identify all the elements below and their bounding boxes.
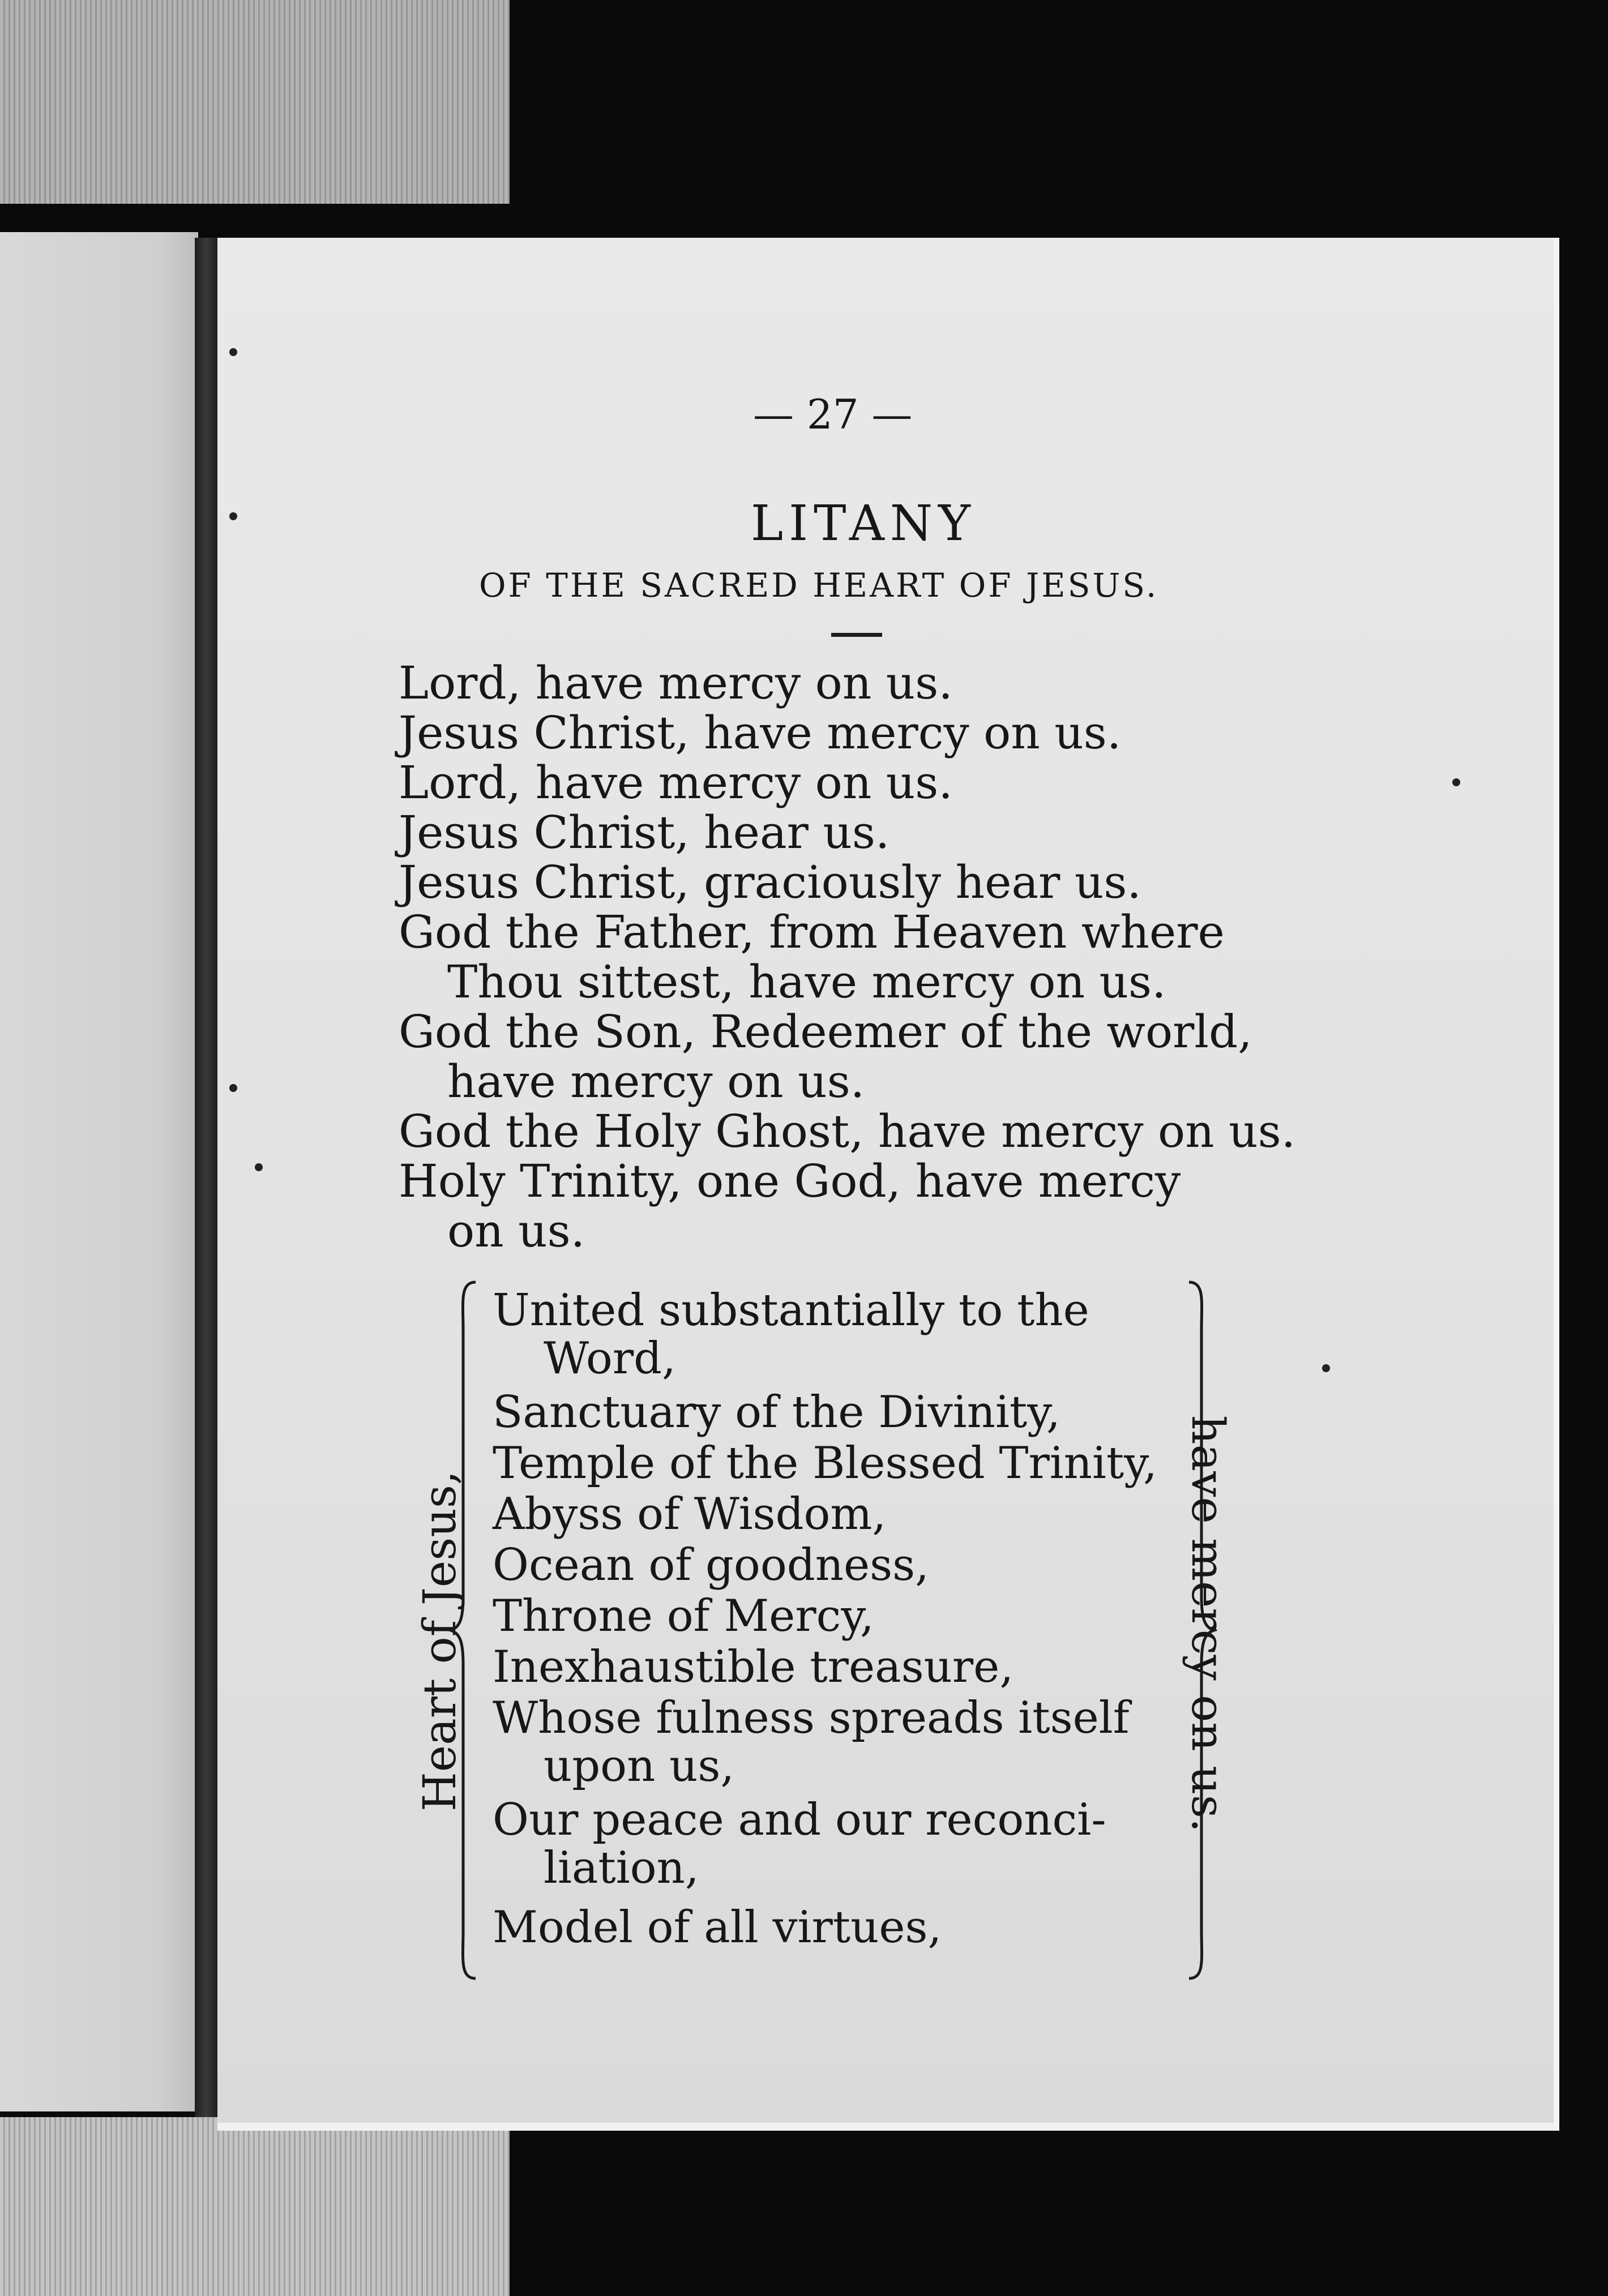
- ink-speck: [229, 1084, 237, 1092]
- bracket-item: Sanctuary of the Divinity,: [493, 1387, 1060, 1438]
- left-curly-brace: [447, 1279, 481, 1981]
- book-spine-gutter: [195, 238, 217, 2117]
- invocation-line: God the Son, Redeemer of the world,: [399, 1005, 1252, 1058]
- invocation-line: Jesus Christ, have mercy on us.: [399, 706, 1122, 759]
- title-rule: [831, 633, 882, 637]
- bracket-item: Our peace and our reconci-: [493, 1794, 1106, 1845]
- bracket-item: Ocean of goodness,: [493, 1540, 929, 1591]
- page-title: LITANY: [751, 495, 976, 552]
- bracket-item: Abyss of Wisdom,: [493, 1489, 887, 1540]
- invocation-line: Lord, have mercy on us.: [399, 657, 953, 709]
- invocation-line-continued: have mercy on us.: [447, 1055, 865, 1108]
- cloth-binding-top: [0, 0, 510, 204]
- page-number: — 27 —: [753, 391, 913, 438]
- bracket-item-continued: liation,: [544, 1843, 699, 1894]
- bracket-right-label: have mercy on us.: [1182, 1415, 1234, 1833]
- invocation-line: Lord, have mercy on us.: [399, 756, 953, 809]
- bracket-item: Inexhaustible treasure,: [493, 1642, 1014, 1693]
- bracket-item: United substantially to the: [493, 1285, 1089, 1336]
- ink-speck: [229, 512, 237, 520]
- invocation-line: Jesus Christ, hear us.: [399, 806, 890, 859]
- ink-speck: [1322, 1364, 1330, 1372]
- invocation-line: God the Holy Ghost, have mercy on us.: [399, 1105, 1296, 1158]
- page-subtitle: OF THE SACRED HEART OF JESUS.: [479, 566, 1159, 605]
- cloth-binding-bottom: [0, 2117, 510, 2296]
- bracket-item-continued: Word,: [544, 1333, 676, 1384]
- invocation-line-continued: Thou sittest, have mercy on us.: [447, 956, 1166, 1008]
- invocation-line-continued: on us.: [447, 1205, 585, 1257]
- invocation-line: Jesus Christ, graciously hear us.: [399, 856, 1141, 909]
- bracket-item-continued: upon us,: [544, 1741, 735, 1792]
- invocation-line: God the Father, from Heaven where: [399, 906, 1225, 958]
- bracket-left-label: Heart of Jesus,: [413, 1470, 466, 1811]
- left-page-edge: [0, 232, 198, 2111]
- bracket-item: Throne of Mercy,: [493, 1591, 874, 1642]
- bracket-item: Temple of the Blessed Trinity,: [493, 1438, 1157, 1489]
- bracket-item: Whose fulness spreads itself: [493, 1693, 1130, 1744]
- bracket-item: Model of all virtues,: [493, 1902, 942, 1953]
- ink-speck: [255, 1163, 263, 1171]
- invocation-line: Holy Trinity, one God, have mercy: [399, 1155, 1181, 1207]
- ink-speck: [229, 348, 237, 356]
- ink-speck: [1452, 778, 1460, 786]
